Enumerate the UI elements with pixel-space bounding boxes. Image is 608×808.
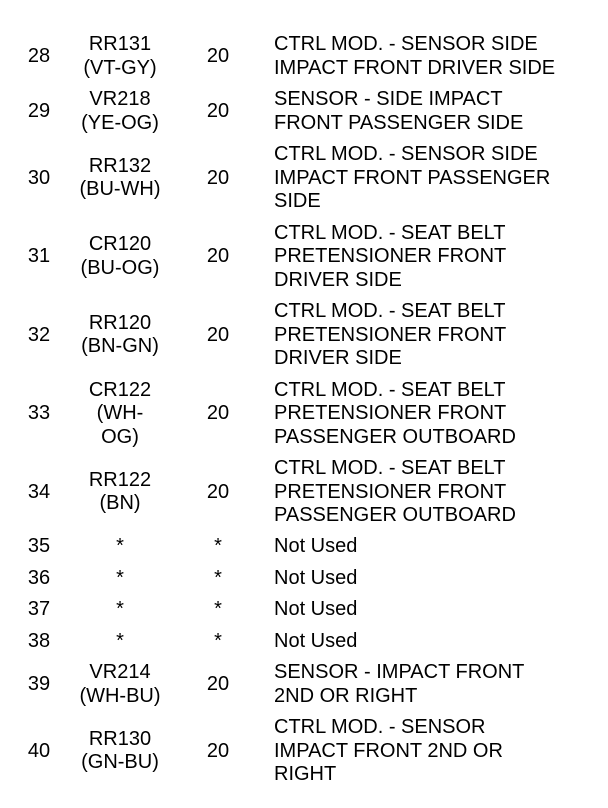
function-line: Not Used	[274, 598, 358, 621]
function-line: DRIVER SIDE	[274, 268, 402, 291]
circuit-function	[274, 598, 608, 622]
circuit-cell	[78, 567, 162, 591]
wire-gauge: *	[214, 598, 222, 621]
circuit-cell	[78, 312, 162, 359]
table-row	[0, 139, 608, 218]
wire-color: (BN-GN)	[81, 335, 159, 358]
circuit-function	[274, 716, 608, 787]
circuit-cell	[78, 155, 162, 202]
wire-color: (GN-BU)	[81, 751, 159, 774]
function-line: PRETENSIONER FRONT	[274, 480, 507, 503]
circuit-cell	[78, 728, 162, 775]
circuit-id: *	[116, 566, 124, 589]
table-row	[0, 712, 608, 791]
pin-number: 34	[27, 480, 51, 503]
pin-number: 30	[27, 166, 51, 189]
function-line: CTRL MOD. - SEAT BELT	[274, 457, 506, 479]
wire-gauge: 20	[206, 166, 230, 189]
wire-gauge: 20	[206, 672, 230, 695]
circuit-cell	[78, 379, 162, 450]
table-row	[0, 84, 608, 139]
function-line: 2ND OR RIGHT	[274, 684, 418, 707]
circuit-id: RR122	[88, 468, 152, 491]
circuit-function	[274, 88, 608, 135]
function-line: FRONT PASSENGER SIDE	[274, 111, 524, 134]
circuit-id: VR214	[89, 661, 151, 684]
function-line: PASSENGER OUTBOARD	[274, 425, 516, 448]
function-line: CTRL MOD. - SENSOR SIDE	[274, 143, 538, 165]
wire-gauge: 20	[206, 245, 230, 267]
circuit-function	[274, 300, 608, 371]
circuit-function	[274, 33, 608, 80]
table-row	[0, 563, 608, 594]
circuit-cell	[78, 598, 162, 622]
circuit-function	[274, 222, 608, 293]
pin-number: 31	[27, 245, 51, 267]
function-line: DRIVER SIDE	[274, 347, 402, 369]
function-line: CTRL MOD. - SENSOR	[274, 716, 486, 739]
pin-number: 28	[27, 44, 51, 67]
circuit-function	[274, 379, 608, 450]
pin-number: 35	[27, 535, 51, 558]
function-line: SENSOR - SIDE IMPACT	[274, 88, 503, 110]
function-line: CTRL MOD. - SEAT BELT	[274, 221, 506, 244]
function-line: SIDE	[274, 190, 321, 212]
wire-gauge: *	[214, 535, 222, 558]
function-line: IMPACT FRONT DRIVER SIDE	[274, 56, 556, 79]
function-line: PRETENSIONER FRONT	[274, 323, 507, 346]
wire-gauge: 20	[206, 480, 230, 503]
function-line: PRETENSIONER FRONT	[274, 245, 507, 267]
wire-color: (BN)	[99, 492, 141, 515]
circuit-id: RR132	[88, 154, 152, 177]
circuit-cell	[78, 233, 162, 280]
function-line: PASSENGER OUTBOARD	[274, 504, 516, 526]
wire-gauge: 20	[206, 99, 230, 122]
function-line: Not Used	[274, 535, 358, 558]
table-row	[0, 29, 608, 84]
circuit-cell	[78, 535, 162, 559]
circuit-id: RR131	[88, 33, 152, 55]
wire-color: (VT-GY)	[83, 56, 157, 79]
circuit-function	[274, 661, 608, 708]
function-line: RIGHT	[274, 763, 337, 786]
pin-number: 37	[27, 598, 51, 621]
wire-gauge: 20	[206, 402, 230, 424]
circuit-id: CR122	[88, 378, 152, 401]
pin-number: 40	[27, 739, 51, 762]
connector-pinout-table	[0, 29, 608, 791]
wire-color: (WH-OG)	[96, 402, 144, 448]
circuit-function	[274, 567, 608, 591]
pin-number: 33	[27, 402, 51, 424]
table-row	[0, 375, 608, 454]
table-row	[0, 453, 608, 532]
table-row	[0, 657, 608, 712]
function-line: CTRL MOD. - SEAT BELT	[274, 300, 506, 322]
table-row	[0, 296, 608, 375]
pin-number: 29	[27, 99, 51, 122]
function-line: Not Used	[274, 629, 358, 652]
circuit-id: RR120	[88, 311, 152, 334]
circuit-cell	[78, 630, 162, 654]
wire-gauge: 20	[206, 44, 230, 67]
wire-color: (WH-BU)	[79, 684, 161, 707]
circuit-function	[274, 535, 608, 559]
function-line: SENSOR - IMPACT FRONT	[274, 661, 525, 684]
circuit-id: RR130	[88, 727, 152, 750]
circuit-id: *	[116, 535, 124, 558]
function-line: IMPACT FRONT PASSENGER	[274, 166, 551, 189]
function-line: Not Used	[274, 566, 358, 589]
table-row	[0, 626, 608, 657]
function-line: CTRL MOD. - SENSOR SIDE	[274, 33, 538, 55]
wire-color: (BU-OG)	[80, 256, 160, 279]
wire-gauge: *	[214, 629, 222, 652]
circuit-function	[274, 143, 608, 214]
table-row	[0, 218, 608, 297]
function-line: CTRL MOD. - SEAT BELT	[274, 378, 506, 401]
wire-color: (BU-WH)	[79, 178, 161, 201]
pin-number: 39	[27, 672, 51, 695]
pin-number: 38	[27, 629, 51, 652]
circuit-id: *	[116, 629, 124, 652]
circuit-cell	[78, 469, 162, 516]
circuit-function	[274, 630, 608, 654]
pin-number: 36	[27, 566, 51, 589]
circuit-id: CR120	[88, 233, 152, 256]
circuit-cell	[78, 88, 162, 135]
table-row	[0, 532, 608, 563]
circuit-cell	[78, 661, 162, 708]
function-line: PRETENSIONER FRONT	[274, 402, 507, 424]
wire-gauge: 20	[206, 739, 230, 762]
circuit-cell	[78, 33, 162, 80]
wire-gauge: 20	[206, 323, 230, 346]
circuit-id: *	[116, 598, 124, 621]
circuit-function	[274, 457, 608, 528]
wire-color: (YE-OG)	[81, 111, 159, 134]
pin-number: 32	[27, 323, 51, 346]
circuit-id: VR218	[89, 88, 151, 110]
function-line: IMPACT FRONT 2ND OR	[274, 739, 503, 762]
wire-gauge: *	[214, 566, 222, 589]
table-row	[0, 594, 608, 625]
